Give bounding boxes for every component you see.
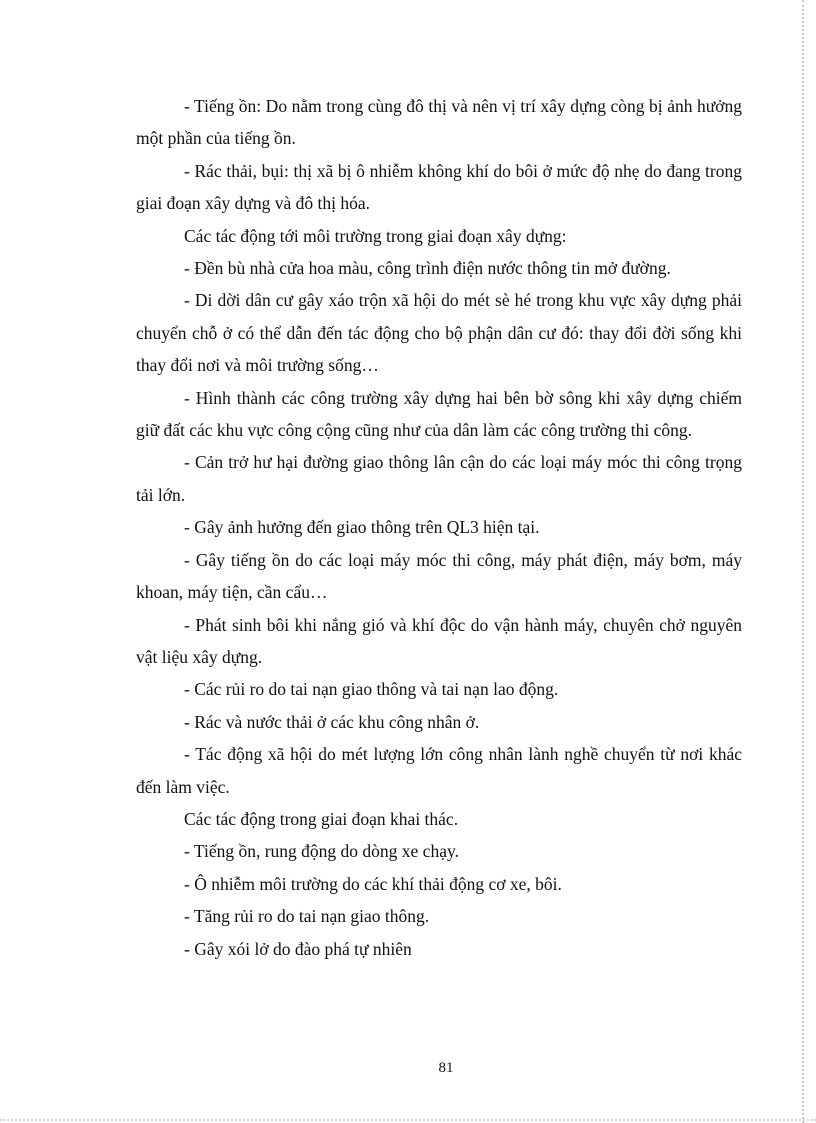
paragraph-waste-dust: - Rác thải, bụi: thị xã bị ô nhiễm không khí do bôi ở mức độ nhẹ do đang trong giai đoạn xây dựng và đô thị hóa. xyxy=(136,160,742,214)
paragraph-road-damage: - Cản trở hư hại đường giao thông lân cận do các loại máy móc thi công trọng tải lớn. xyxy=(136,452,742,505)
paragraph-relocation: - Di dời dân cư gây xáo trộn xã hội do mét sè hé trong khu vực xây dựng phải chuyển chỗ ở có thể dẫn đến tác động cho bộ phận dân cư đó: thay đổi đời sống khi thay đổi nơi và môi trường sống… xyxy=(136,290,742,376)
paragraph-compensation: - Đền bù nhà cửa hoa màu, công trình điện nước thông tin mở đường. xyxy=(184,258,671,279)
paragraph-machine-noise: - Gây tiếng ồn do các loại máy móc thi công, máy phát điện, máy bơm, máy khoan, máy tiện, cần cẩu… xyxy=(136,549,742,603)
paragraph-erosion: - Gây xói lở do đào phá tự nhiên xyxy=(184,938,412,959)
paragraph-dust-gas: - Phát sinh bôi khi nắng gió và khí độc do vận hành máy, chuyên chở nguyên vật liệu xây dựng. xyxy=(136,614,742,667)
page-number: 81 xyxy=(438,1060,454,1076)
paragraph-waste-water: - Rác và nước thải ở các khu công nhân ở. xyxy=(184,711,480,732)
paragraph-traffic-noise: - Tiếng ồn, rung động do dòng xe chạy. xyxy=(184,841,459,862)
page-bottom-border xyxy=(0,1119,816,1121)
paragraph-traffic-impact: - Gây ảnh hưởng đến giao thông trên QL3 hiện tại. xyxy=(184,517,540,538)
page-body xyxy=(136,90,742,965)
paragraph-noise: - Tiếng ồn: Do nằm trong cùng đô thị và nên vị trí xây dựng còng bị ảnh hưởng một phần của tiếng ồn. xyxy=(136,96,742,149)
paragraph-construction-heading: Các tác động tới môi trường trong giai đoạn xây dựng: xyxy=(184,225,567,246)
paragraph-traffic-risk: - Tăng rủi ro do tai nạn giao thông. xyxy=(184,906,430,927)
paragraph-social-impact: - Tác động xã hội do mét lượng lớn công nhân lành nghề chuyển từ nơi khác đến làm việc. xyxy=(136,744,742,797)
paragraph-construction-sites: - Hình thành các công trường xây dựng hai bên bờ sông khi xây dựng chiếm giữ đất các khu vực công cộng cũng như của dân làm các công trường thi công. xyxy=(136,387,742,441)
paragraph-accident-risk: - Các rủi ro do tai nạn giao thông và tai nạn lao động. xyxy=(184,679,559,700)
page-right-border xyxy=(802,0,804,1123)
paragraph-emission-pollution: - Ô nhiễm môi trường do các khí thải động cơ xe, bôi. xyxy=(184,873,562,894)
paragraph-operation-heading: Các tác động trong giai đoạn khai thác. xyxy=(184,808,459,829)
